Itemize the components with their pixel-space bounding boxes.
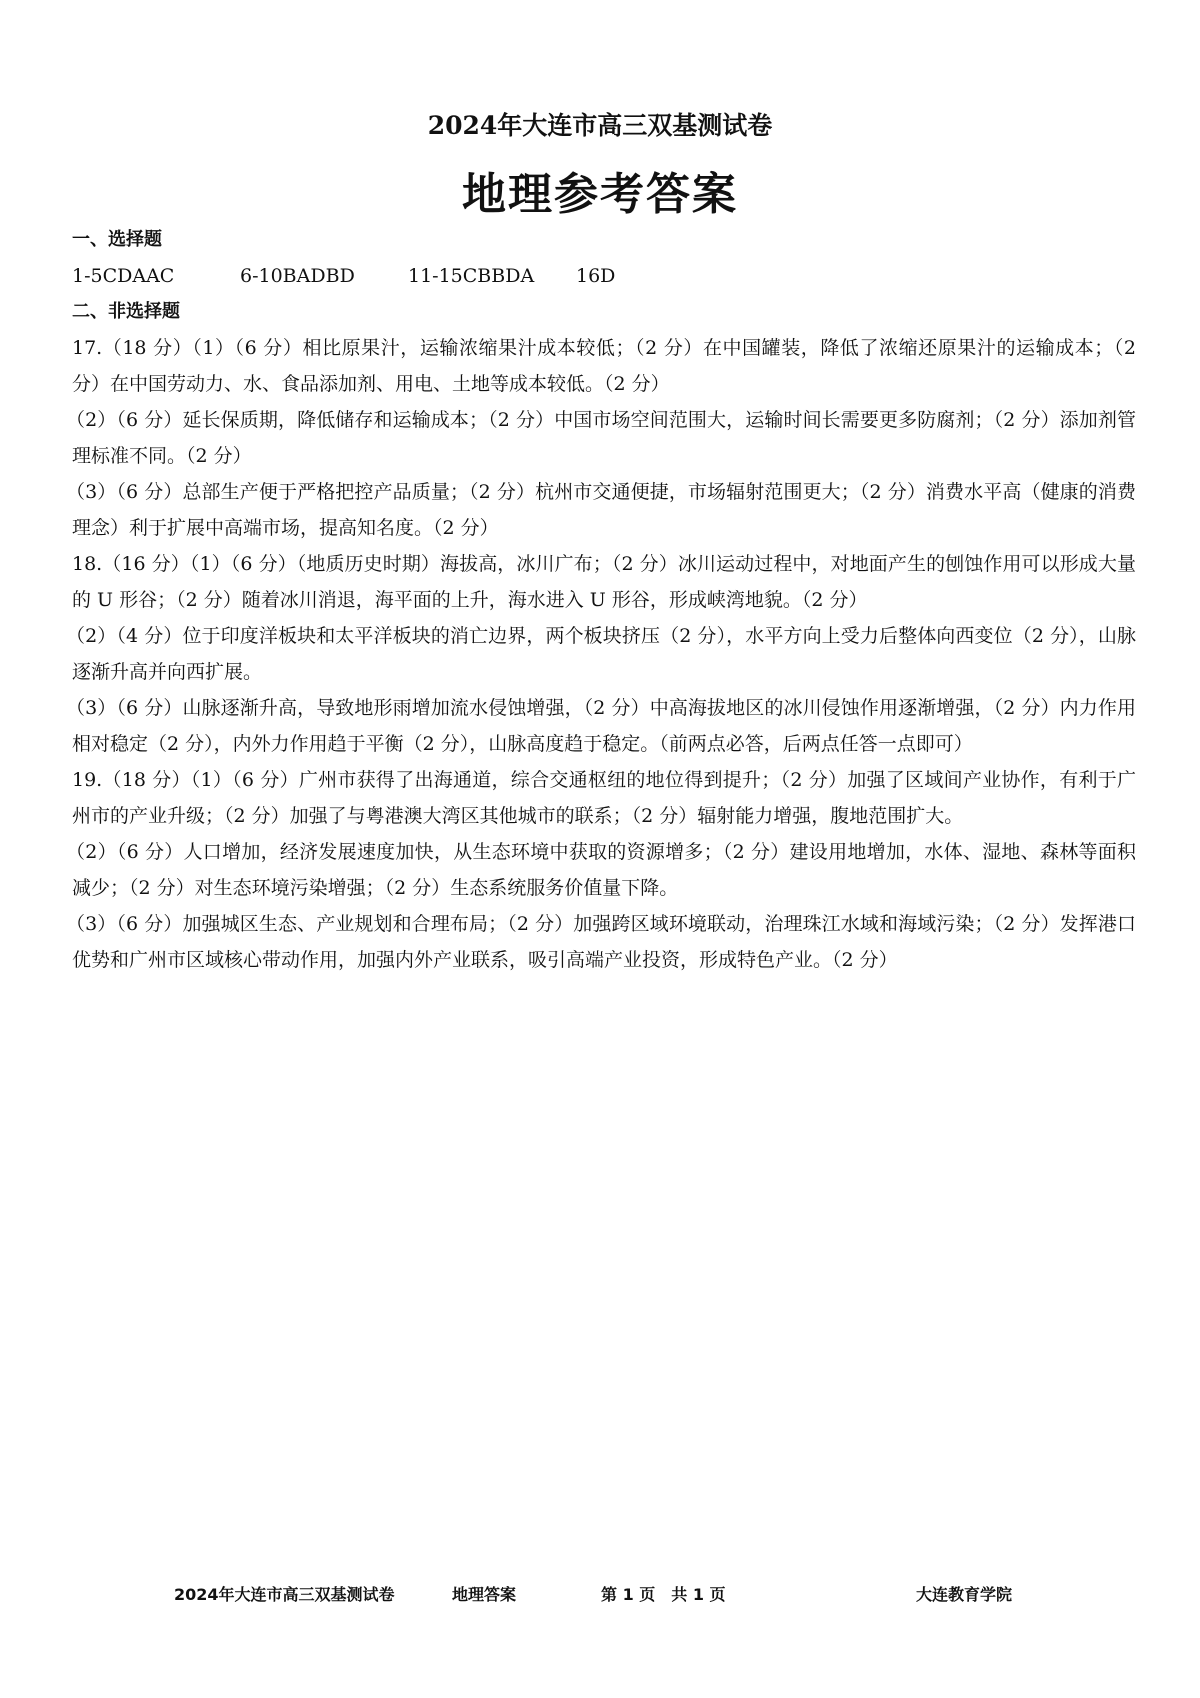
- choice-answer-group: 16D: [576, 265, 616, 287]
- footer-exam-name: 2024年大连市高三双基测试卷: [174, 1585, 395, 1604]
- choice-answer-group: 6-10BADBD: [240, 265, 355, 287]
- footer-page-number: 第 1 页 共 1 页: [601, 1585, 726, 1604]
- choice-answer-group: 1-5CDAAC: [72, 265, 175, 287]
- answer-content: [66, 222, 1136, 978]
- section-heading-non-choice: 二、非选择题: [72, 301, 180, 322]
- exam-subtitle: 2024年大连市高三双基测试卷: [427, 111, 773, 140]
- answer-paragraph-q18-1: 18.（16 分）（1）（6 分）（地质历史时期）海拔高，冰川广布；（2 分）冰川运动过程中，对地面产生的刨蚀作用可以形成大量的 U 形谷；（2 分）随着冰川消退，海平面的上升，海水进入 U 形谷，形成峡湾地貌。（2 分）: [72, 553, 1136, 611]
- answer-paragraph-q18-2: （2）（4 分）位于印度洋板块和太平洋板块的消亡边界，两个板块挤压（2 分），水平方向上受力后整体向西变位（2 分），山脉逐渐升高并向西扩展。: [66, 625, 1136, 683]
- answer-paragraph-q18-3: （3）（6 分）山脉逐渐升高，导致地形雨增加流水侵蚀增强，（2 分）中高海拔地区的冰川侵蚀作用逐渐增强，（2 分）内力作用相对稳定（2 分），内外力作用趋于平衡（2 分），山脉高度趋于稳定。（前两点必答，后两点任答一点即可）: [66, 697, 1136, 755]
- choice-answers-row: [72, 258, 1136, 294]
- answer-paragraph-q17-1: 17.（18 分）（1）（6 分）相比原果汁，运输浓缩果汁成本较低；（2 分）在中国罐装，降低了浓缩还原果汁的运输成本；（2 分）在中国劳动力、水、食品添加剂、用电、土地等成本较低。（2 分）: [72, 337, 1136, 395]
- page-title: 地理参考答案: [462, 169, 738, 220]
- choice-answer-group: 11-15CBBDA: [408, 265, 535, 287]
- section-heading-choice: 一、选择题: [72, 229, 162, 250]
- answer-paragraph-q19-3: （3）（6 分）加强城区生态、产业规划和合理布局；（2 分）加强跨区域环境联动，治理珠江水域和海域污染；（2 分）发挥港口优势和广州市区域核心带动作用，加强内外产业联系，吸引高端产业投资，形成特色产业。（2 分）: [66, 913, 1136, 971]
- page-footer: [0, 1582, 1200, 1612]
- footer-subject: 地理答案: [452, 1585, 517, 1604]
- answer-paragraph-q19-2: （2）（6 分）人口增加，经济发展速度加快，从生态环境中获取的资源增多；（2 分）建设用地增加，水体、湿地、森林等面积减少；（2 分）对生态环境污染增强；（2 分）生态系统服务价值量下降。: [66, 841, 1136, 899]
- answer-paragraph-q17-3: （3）（6 分）总部生产便于严格把控产品质量；（2 分）杭州市交通便捷，市场辐射范围更大；（2 分）消费水平高（健康的消费理念）利于扩展中高端市场，提高知名度。（2 分）: [66, 481, 1136, 539]
- footer-publisher: 大连教育学院: [916, 1585, 1013, 1604]
- answer-paragraph-q17-2: （2）（6 分）延长保质期，降低储存和运输成本；（2 分）中国市场空间范围大，运输时间长需要更多防腐剂；（2 分）添加剂管理标准不同。（2 分）: [66, 409, 1136, 467]
- answer-paragraph-q19-1: 19.（18 分）（1）（6 分）广州市获得了出海通道，综合交通枢纽的地位得到提升；（2 分）加强了区域间产业协作，有利于广州市的产业升级；（2 分）加强了与粤港澳大湾区其他城市的联系；（2 分）辐射能力增强，腹地范围扩大。: [72, 769, 1136, 827]
